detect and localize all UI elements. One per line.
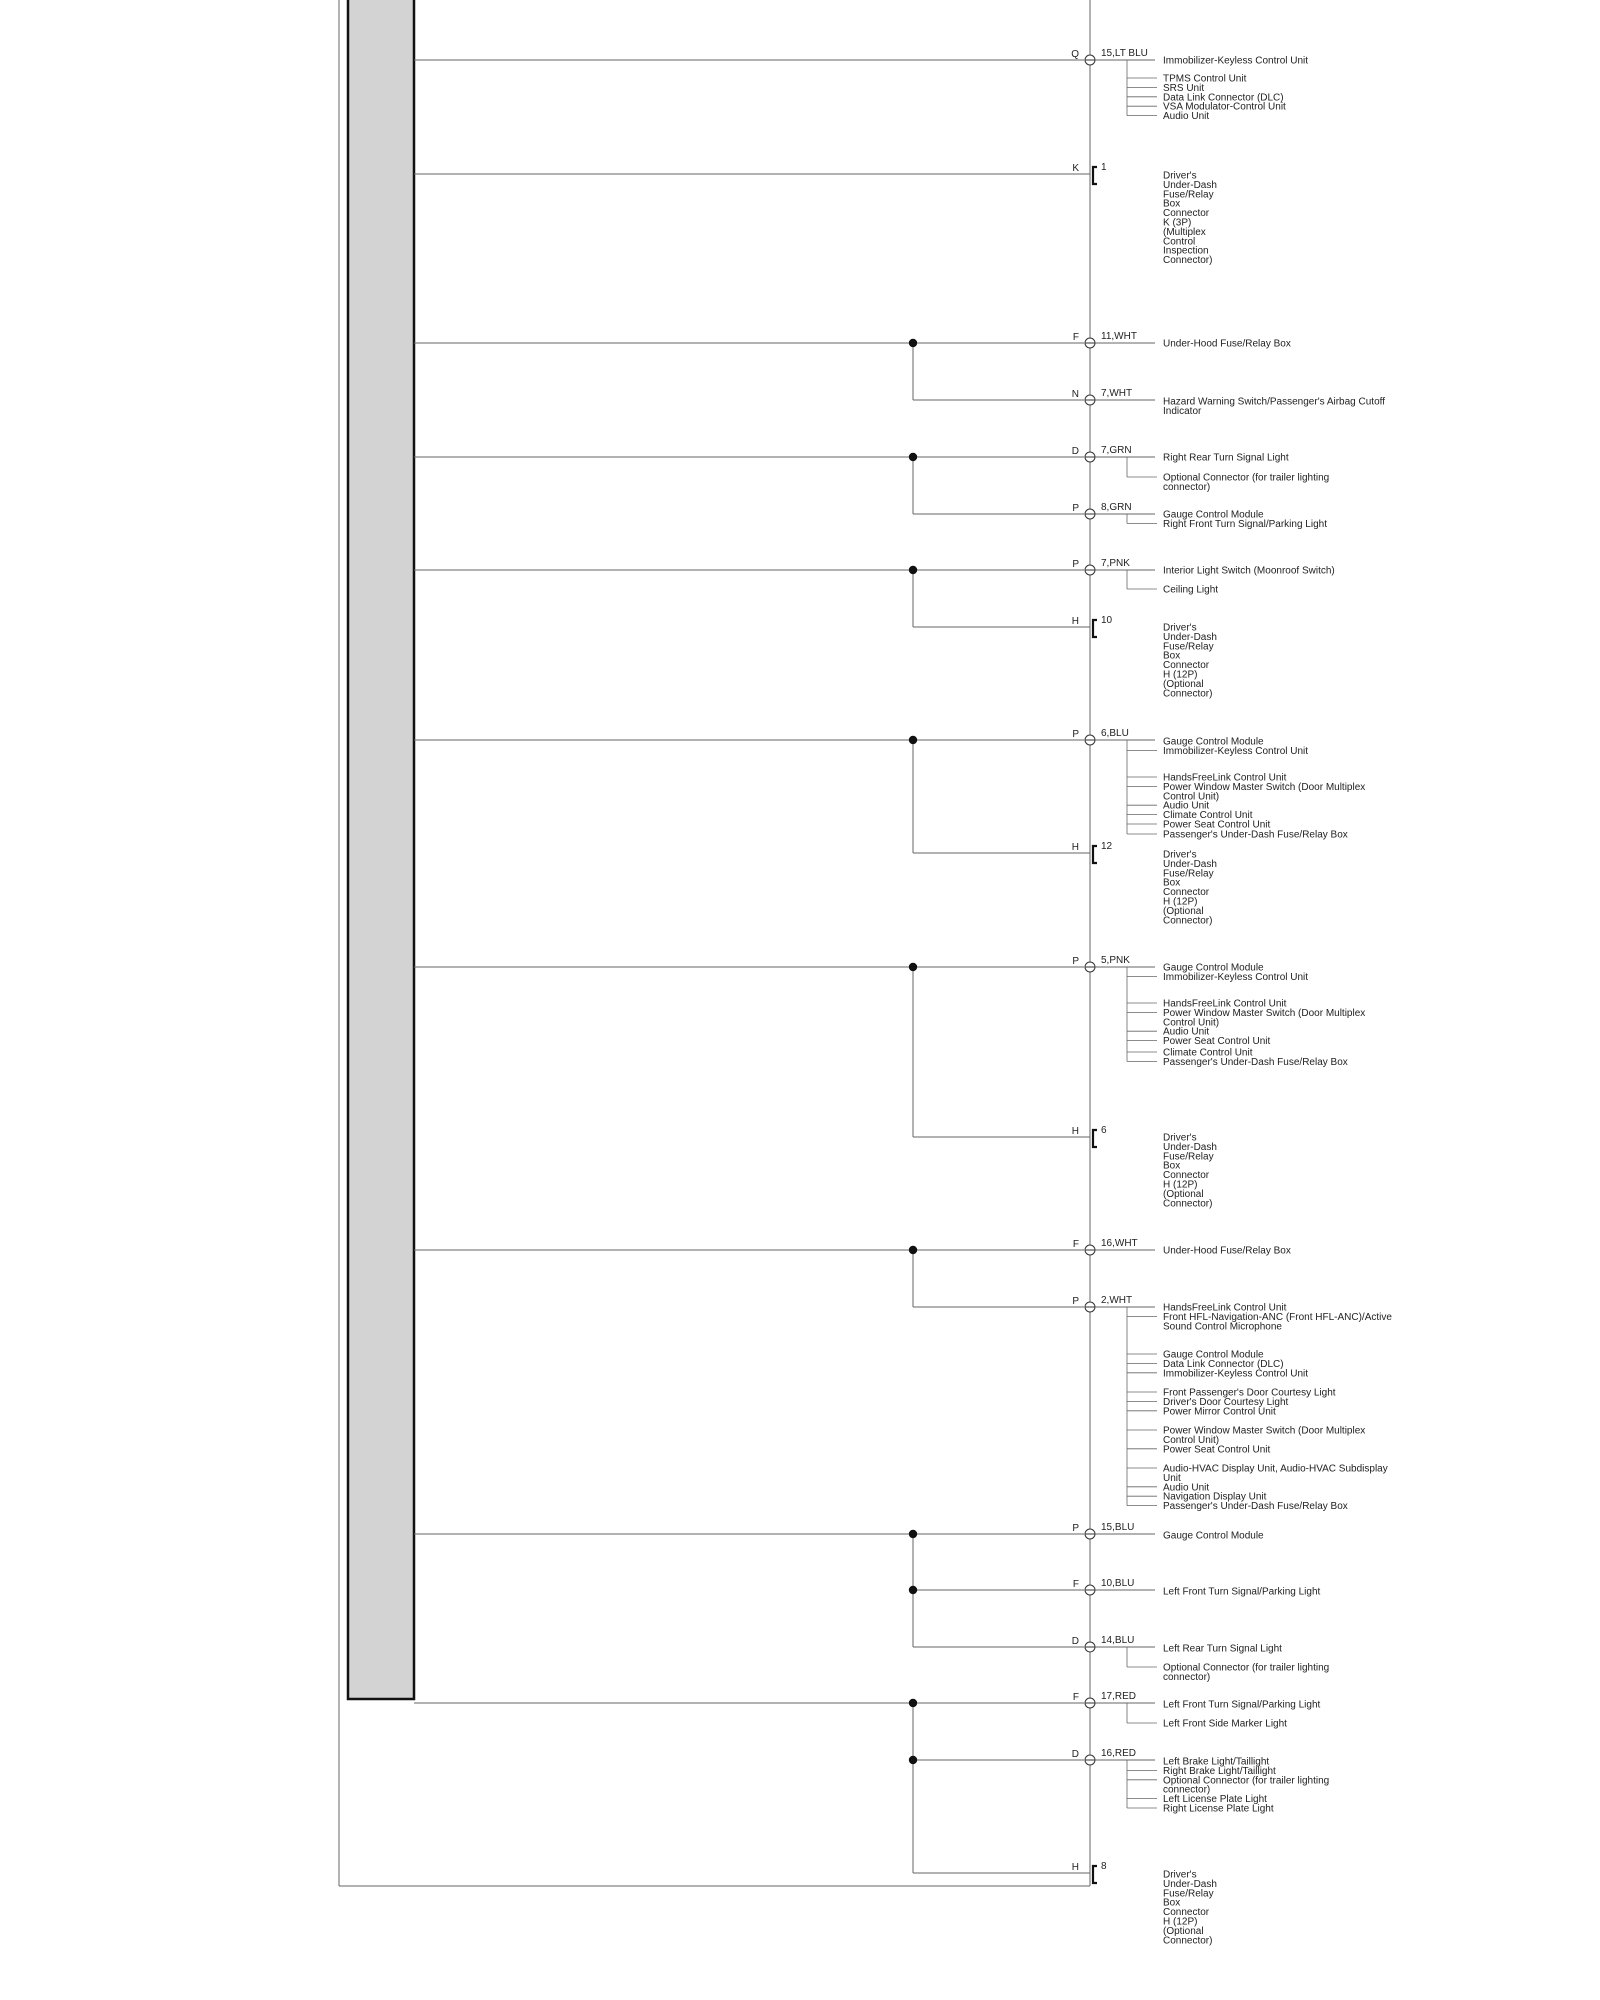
device-label: Control Unit) bbox=[1163, 791, 1220, 803]
device-label: Ceiling Light bbox=[1163, 584, 1219, 596]
junction-dot bbox=[909, 1756, 917, 1764]
terminal-letter: H bbox=[1071, 1862, 1079, 1873]
pin-label: 16,WHT bbox=[1101, 1238, 1138, 1249]
bracket-connector-icon bbox=[1093, 1130, 1097, 1147]
device-label: Fuse/Relay bbox=[1163, 189, 1214, 201]
device-label: Right Brake Light/Taillight bbox=[1163, 1765, 1276, 1777]
terminal-letter: H bbox=[1071, 842, 1079, 853]
device-label: Left Front Turn Signal/Parking Light bbox=[1163, 1699, 1321, 1711]
device-label: Audio Unit bbox=[1163, 1026, 1210, 1038]
pin-label: 2,WHT bbox=[1101, 1295, 1133, 1306]
device-label: HandsFreeLink Control Unit bbox=[1163, 998, 1287, 1010]
pin-label: 10,BLU bbox=[1101, 1578, 1135, 1589]
device-label: Left Front Turn Signal/Parking Light bbox=[1163, 1586, 1321, 1598]
terminal-letter: D bbox=[1071, 446, 1079, 457]
terminal-letter: P bbox=[1072, 956, 1079, 967]
device-label: Fuse/Relay bbox=[1163, 1151, 1214, 1163]
device-label: Navigation Display Unit bbox=[1163, 1491, 1267, 1503]
terminal-letter: Q bbox=[1071, 49, 1079, 60]
connector-row bbox=[913, 502, 1327, 530]
device-label: connector) bbox=[1163, 1784, 1211, 1796]
bracket-connector-icon bbox=[1093, 1866, 1097, 1883]
device-label: Under-Hood Fuse/Relay Box bbox=[1163, 1245, 1291, 1257]
terminal-letter: N bbox=[1071, 389, 1079, 400]
device-label: Gauge Control Module bbox=[1163, 962, 1264, 974]
device-label: Driver's bbox=[1163, 849, 1197, 861]
device-label: Front Passenger's Door Courtesy Light bbox=[1163, 1387, 1336, 1399]
device-label: Connector bbox=[1163, 1907, 1210, 1919]
pin-label: 15,BLU bbox=[1101, 1522, 1135, 1533]
device-label: Under-Hood Fuse/Relay Box bbox=[1163, 338, 1291, 350]
device-label: Power Window Master Switch (Door Multiplex bbox=[1163, 1425, 1366, 1437]
device-label: Connector bbox=[1163, 660, 1210, 672]
pin-label: 8,GRN bbox=[1101, 502, 1132, 513]
device-label: Box bbox=[1163, 1897, 1181, 1909]
connector-row bbox=[913, 1635, 1329, 1683]
device-label: VSA Modulator-Control Unit bbox=[1163, 101, 1286, 113]
device-label: H (12P) bbox=[1163, 1916, 1198, 1928]
device-label: HandsFreeLink Control Unit bbox=[1163, 1302, 1287, 1314]
device-label: Right License Plate Light bbox=[1163, 1803, 1274, 1815]
junction-dot bbox=[909, 736, 917, 744]
connector-row bbox=[913, 1125, 1217, 1209]
device-label: (Optional bbox=[1163, 1188, 1204, 1200]
terminal-letter: P bbox=[1072, 729, 1079, 740]
connector-row bbox=[414, 331, 1291, 350]
connector-row bbox=[913, 1861, 1217, 1946]
terminal-letter: P bbox=[1072, 503, 1079, 514]
junction-dot bbox=[909, 1530, 917, 1538]
device-label: Connector) bbox=[1163, 255, 1213, 267]
device-label: Audio Unit bbox=[1163, 1482, 1210, 1494]
device-label: Immobilizer-Keyless Control Unit bbox=[1163, 971, 1309, 983]
device-label: (Optional bbox=[1163, 678, 1204, 690]
terminal-letter: F bbox=[1072, 1579, 1079, 1590]
device-label: Box bbox=[1163, 877, 1181, 889]
terminal-letter: F bbox=[1072, 332, 1079, 343]
connector-row bbox=[913, 841, 1217, 926]
device-label: H (12P) bbox=[1163, 896, 1198, 908]
device-label: Left Rear Turn Signal Light bbox=[1163, 1643, 1282, 1655]
device-label: Data Link Connector (DLC) bbox=[1163, 92, 1284, 104]
device-label: Passenger's Under-Dash Fuse/Relay Box bbox=[1163, 1056, 1348, 1068]
device-label: Climate Control Unit bbox=[1163, 810, 1253, 822]
pin-label: 7,WHT bbox=[1101, 388, 1133, 399]
device-label: Connector) bbox=[1163, 915, 1213, 927]
connector-rows bbox=[414, 48, 1392, 1946]
device-label: Under-Dash bbox=[1163, 631, 1217, 643]
device-label: Driver's bbox=[1163, 622, 1197, 634]
device-label: Box bbox=[1163, 650, 1181, 662]
device-label: Connector bbox=[1163, 1170, 1210, 1182]
device-label: H (12P) bbox=[1163, 669, 1198, 681]
connector-row bbox=[414, 728, 1365, 841]
device-label: TPMS Control Unit bbox=[1163, 73, 1247, 85]
device-label: Left Brake Light/Taillight bbox=[1163, 1756, 1270, 1768]
device-label: Fuse/Relay bbox=[1163, 641, 1214, 653]
device-label: Under-Dash bbox=[1163, 179, 1217, 191]
device-label: (Optional bbox=[1163, 905, 1204, 917]
device-label: H (12P) bbox=[1163, 1179, 1198, 1191]
device-label: Power Window Master Switch (Door Multiplex bbox=[1163, 781, 1366, 793]
device-label: Connector bbox=[1163, 208, 1210, 220]
device-label: Driver's bbox=[1163, 1132, 1197, 1144]
junction-dot bbox=[909, 1586, 917, 1594]
device-label: Unit bbox=[1163, 1472, 1181, 1484]
bracket-connector-icon bbox=[1093, 620, 1097, 637]
device-label: Audio-HVAC Display Unit, Audio-HVAC Subdisplay bbox=[1163, 1463, 1388, 1475]
device-label: Under-Dash bbox=[1163, 1141, 1217, 1153]
device-label: Power Seat Control Unit bbox=[1163, 819, 1271, 831]
device-label: Power Seat Control Unit bbox=[1163, 1036, 1271, 1048]
device-label: Left License Plate Light bbox=[1163, 1794, 1267, 1806]
device-label: Connector) bbox=[1163, 1198, 1213, 1210]
pin-label: 6 bbox=[1101, 1125, 1107, 1136]
terminal-letter: D bbox=[1071, 1749, 1079, 1760]
device-label: Sound Control Microphone bbox=[1163, 1321, 1282, 1333]
device-label: (Optional bbox=[1163, 1925, 1204, 1937]
connector-row bbox=[414, 955, 1365, 1068]
device-label: Right Rear Turn Signal Light bbox=[1163, 452, 1289, 464]
device-label: Connector bbox=[1163, 887, 1210, 899]
bracket-connector-icon bbox=[1093, 846, 1097, 863]
device-label: Right Front Turn Signal/Parking Light bbox=[1163, 518, 1327, 530]
device-label: Passenger's Under-Dash Fuse/Relay Box bbox=[1163, 1501, 1348, 1513]
pin-label: 17,RED bbox=[1101, 1691, 1137, 1702]
device-label: Fuse/Relay bbox=[1163, 868, 1214, 880]
pin-label: 6,BLU bbox=[1101, 728, 1129, 739]
device-label: Audio Unit bbox=[1163, 800, 1210, 812]
device-label: Optional Connector (for trailer lighting bbox=[1163, 472, 1330, 484]
pin-label: 14,BLU bbox=[1101, 1635, 1135, 1646]
device-label: (Multiplex bbox=[1163, 226, 1206, 238]
device-label: Interior Light Switch (Moonroof Switch) bbox=[1163, 565, 1335, 577]
junction-dot bbox=[909, 963, 917, 971]
connector-row bbox=[414, 48, 1308, 122]
device-label: Immobilizer-Keyless Control Unit bbox=[1163, 745, 1309, 757]
pin-label: 1 bbox=[1101, 162, 1107, 173]
connector-row bbox=[913, 388, 1385, 417]
connector-row bbox=[414, 1522, 1264, 1542]
connector-row bbox=[909, 1578, 1321, 1598]
device-label: Left Front Side Marker Light bbox=[1163, 1718, 1287, 1730]
device-label: Control Unit) bbox=[1163, 1017, 1220, 1029]
device-label: Audio Unit bbox=[1163, 111, 1210, 123]
device-label: connector) bbox=[1163, 1671, 1211, 1683]
terminal-letter: P bbox=[1072, 1296, 1079, 1307]
device-label: Box bbox=[1163, 1160, 1181, 1172]
junction-dot bbox=[909, 566, 917, 574]
connector-row bbox=[414, 558, 1335, 596]
device-label: Gauge Control Module bbox=[1163, 736, 1264, 748]
device-label: connector) bbox=[1163, 481, 1211, 493]
device-label: Under-Dash bbox=[1163, 858, 1217, 870]
connector-row bbox=[414, 1691, 1321, 1730]
device-label: Under-Dash bbox=[1163, 1878, 1217, 1890]
connector-row bbox=[913, 1295, 1392, 1512]
connector-row bbox=[414, 445, 1329, 493]
device-label: Fuse/Relay bbox=[1163, 1888, 1214, 1900]
device-label: Connector) bbox=[1163, 688, 1213, 700]
pin-label: 11,WHT bbox=[1101, 331, 1137, 342]
bracket-connector-icon bbox=[1093, 167, 1097, 184]
junction-dot bbox=[909, 1246, 917, 1254]
pin-label: 7,GRN bbox=[1101, 445, 1132, 456]
device-label: Driver's bbox=[1163, 170, 1197, 182]
device-label: Passenger's Under-Dash Fuse/Relay Box bbox=[1163, 829, 1348, 841]
device-label: Power Mirror Control Unit bbox=[1163, 1406, 1276, 1418]
device-label: Front HFL-Navigation-ANC (Front HFL-ANC)/Active bbox=[1163, 1311, 1392, 1323]
diagram-frame bbox=[339, 0, 1090, 1886]
pin-label: 7,PNK bbox=[1101, 558, 1130, 569]
connector-row bbox=[913, 615, 1217, 699]
connector-row bbox=[414, 162, 1217, 266]
device-label: Driver's Door Courtesy Light bbox=[1163, 1396, 1289, 1408]
connector-row bbox=[909, 1748, 1329, 1815]
device-label: Control Unit) bbox=[1163, 1434, 1220, 1446]
terminal-letter: H bbox=[1071, 1126, 1079, 1137]
device-label: Inspection bbox=[1163, 245, 1209, 257]
terminal-letter: P bbox=[1072, 559, 1079, 570]
device-label: HandsFreeLink Control Unit bbox=[1163, 772, 1287, 784]
device-label: Gauge Control Module bbox=[1163, 509, 1264, 521]
pin-label: 10 bbox=[1101, 615, 1113, 626]
device-label: Immobilizer-Keyless Control Unit bbox=[1163, 55, 1309, 67]
device-label: SRS Unit bbox=[1163, 82, 1205, 94]
device-label: Hazard Warning Switch/Passenger's Airbag Cutoff bbox=[1163, 396, 1386, 408]
device-label: Gauge Control Module bbox=[1163, 1349, 1264, 1361]
terminal-letter: D bbox=[1071, 1636, 1079, 1647]
pin-label: 5,PNK bbox=[1101, 955, 1130, 966]
device-label: Gauge Control Module bbox=[1163, 1530, 1264, 1542]
device-label: Data Link Connector (DLC) bbox=[1163, 1358, 1284, 1370]
device-label: Driver's bbox=[1163, 1869, 1197, 1881]
junction-dot bbox=[909, 453, 917, 461]
device-label: Immobilizer-Keyless Control Unit bbox=[1163, 1368, 1309, 1380]
pin-label: 12 bbox=[1101, 841, 1113, 852]
terminal-letter: K bbox=[1072, 163, 1079, 174]
terminal-letter: H bbox=[1071, 616, 1079, 627]
device-label: Optional Connector (for trailer lighting bbox=[1163, 1775, 1330, 1787]
junction-dot bbox=[909, 339, 917, 347]
terminal-letter: F bbox=[1072, 1239, 1079, 1250]
device-label: Power Seat Control Unit bbox=[1163, 1444, 1271, 1456]
pin-label: 8 bbox=[1101, 1861, 1107, 1872]
device-label: Connector) bbox=[1163, 1935, 1213, 1947]
device-label: Box bbox=[1163, 198, 1181, 210]
pin-label: 15,LT BLU bbox=[1101, 48, 1148, 59]
junction-dot bbox=[909, 1699, 917, 1707]
pin-label: 16,RED bbox=[1101, 1748, 1137, 1759]
control-unit-block bbox=[348, 0, 414, 1699]
device-label: Power Window Master Switch (Door Multiplex bbox=[1163, 1007, 1366, 1019]
device-label: Control bbox=[1163, 236, 1196, 248]
device-label: Indicator bbox=[1163, 405, 1202, 417]
device-label: Optional Connector (for trailer lighting bbox=[1163, 1662, 1330, 1674]
device-label: Climate Control Unit bbox=[1163, 1047, 1253, 1059]
terminal-letter: F bbox=[1072, 1692, 1079, 1703]
connector-row bbox=[414, 1238, 1291, 1257]
terminal-letter: P bbox=[1072, 1523, 1079, 1534]
device-label: K (3P) bbox=[1163, 217, 1192, 229]
